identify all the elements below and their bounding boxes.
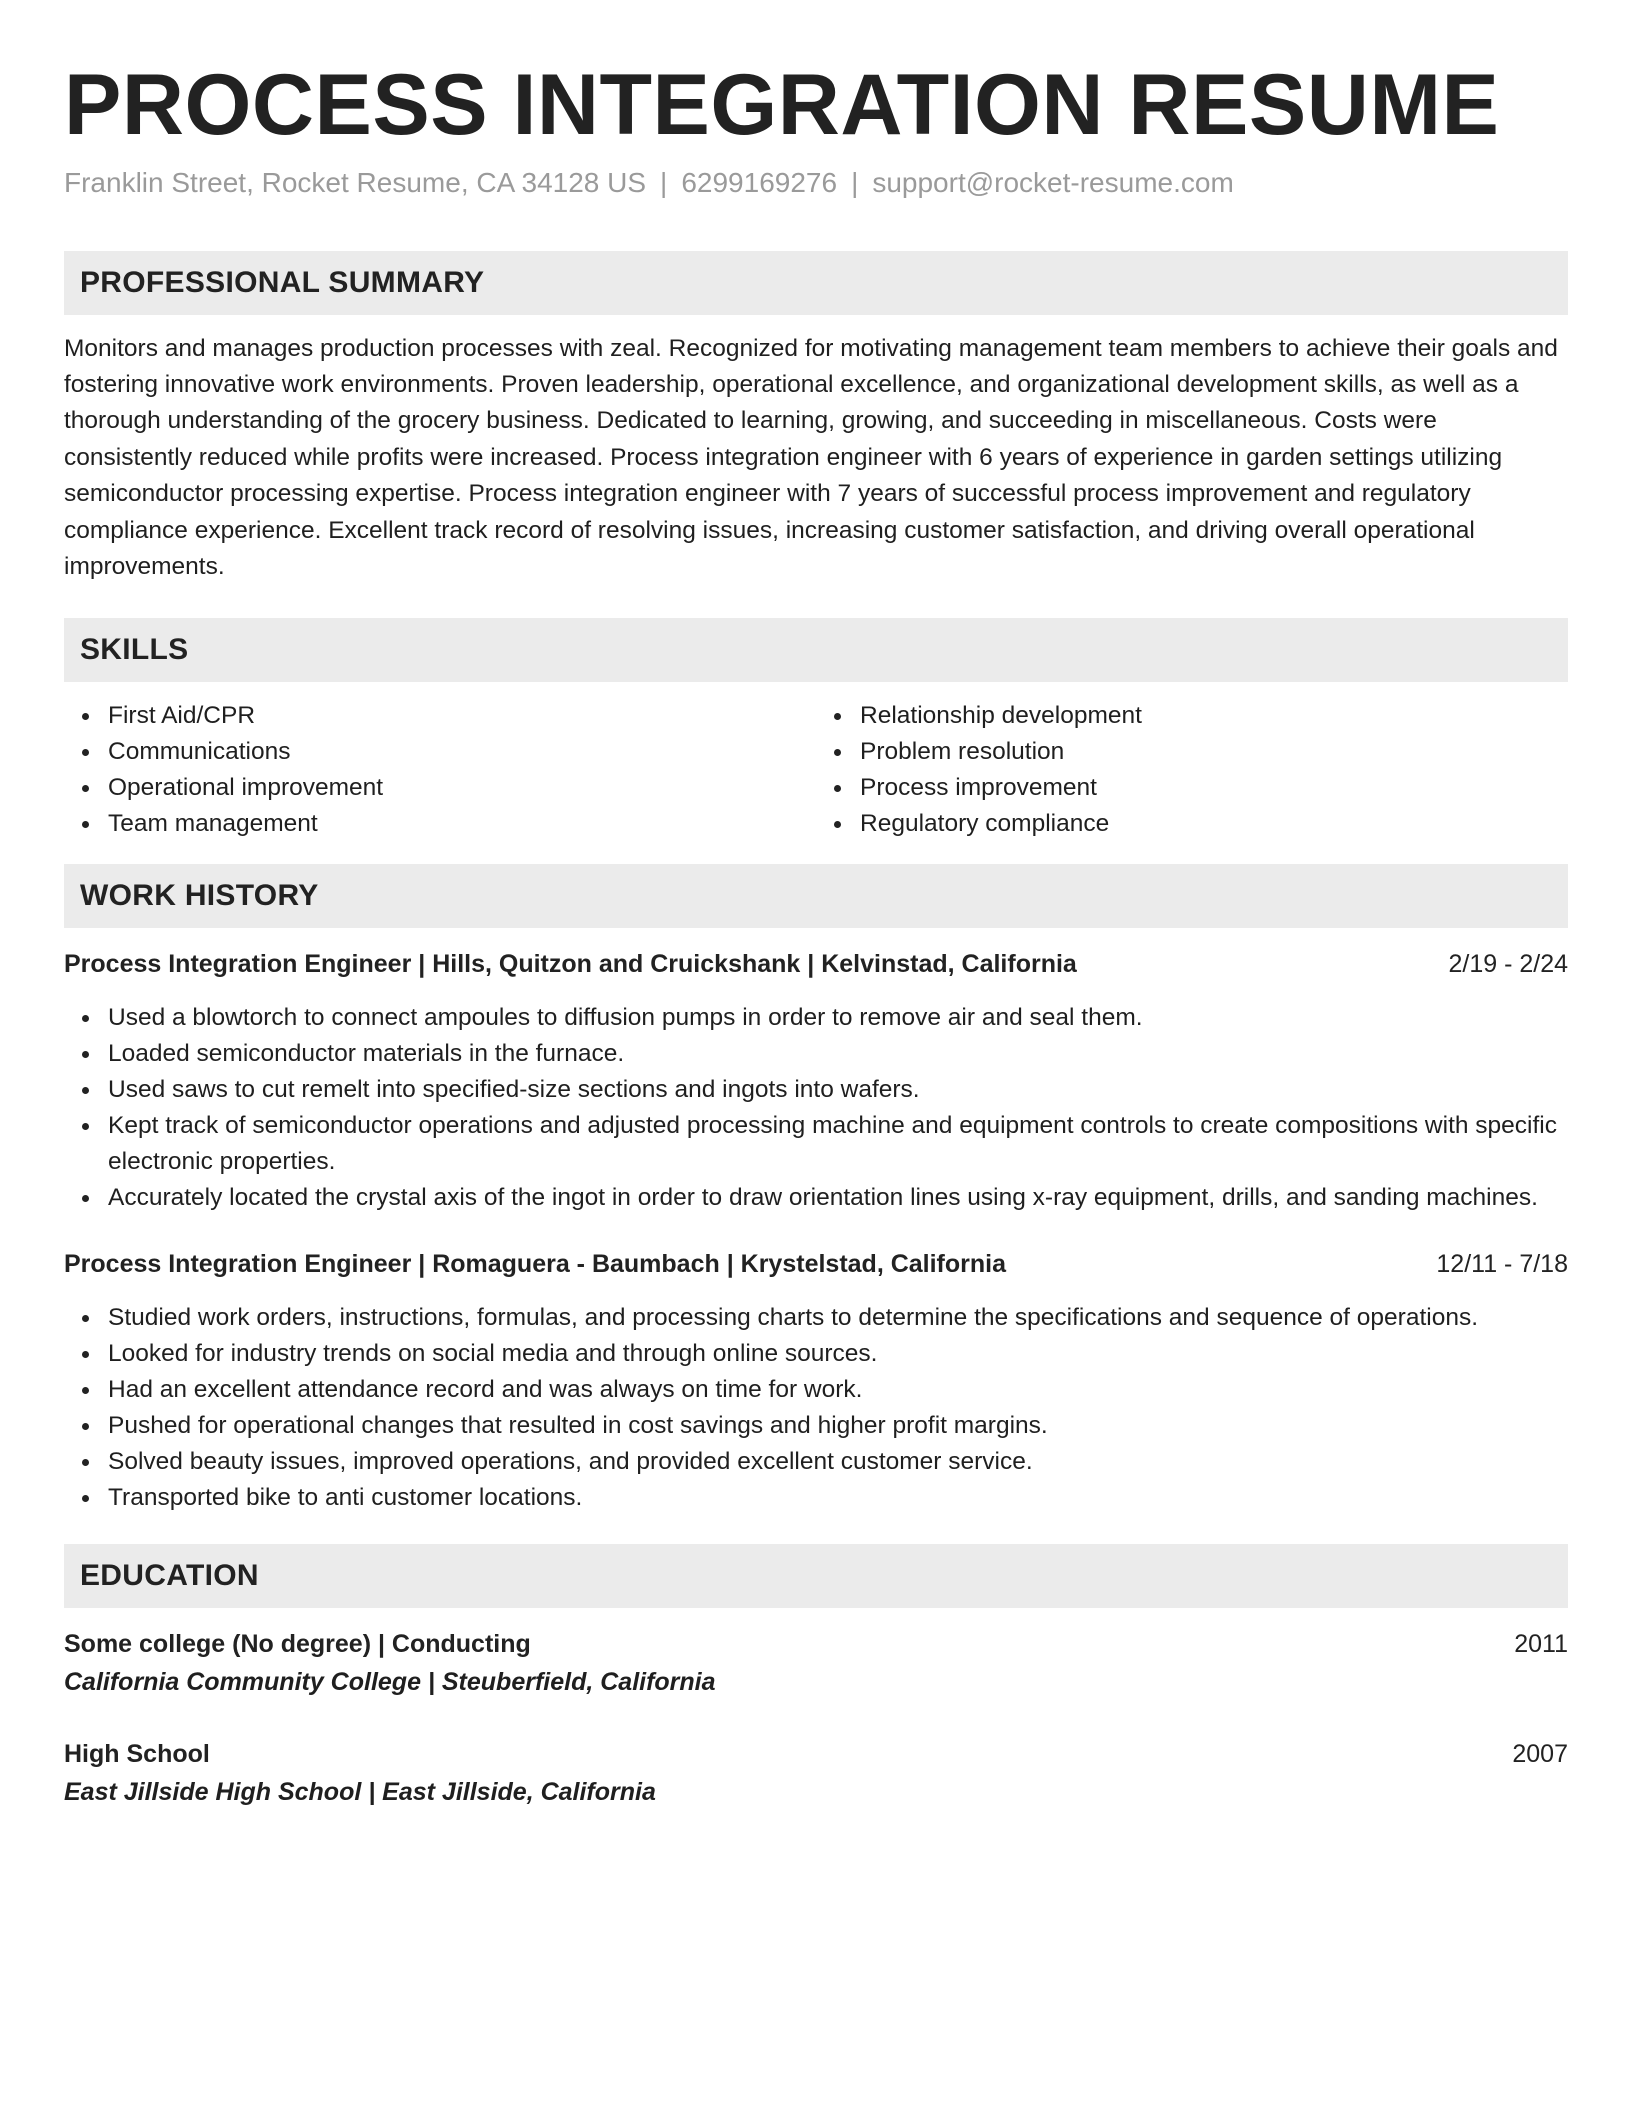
skill-item: First Aid/CPR <box>64 698 816 734</box>
contact-address: Franklin Street, Rocket Resume, CA 34128 US <box>64 166 647 198</box>
job-bullet: Used saws to cut remelt into specified-size sections and ingots into wafers. <box>64 1072 1568 1108</box>
education-entry <box>64 1626 1568 1700</box>
job-title: Process Integration Engineer | Romaguera - Baumbach | Krystelstad, California <box>64 1250 1007 1279</box>
skill-item: Regulatory compliance <box>816 806 1568 842</box>
education-year: 2011 <box>1514 1630 1568 1659</box>
education-header <box>64 1626 1568 1662</box>
job-bullets <box>64 1300 1568 1516</box>
contact-phone: 6299169276 <box>681 166 838 198</box>
summary-heading: PROFESSIONAL SUMMARY <box>64 251 1568 315</box>
job-title: Process Integration Engineer | Hills, Quitzon and Cruickshank | Kelvinstad, California <box>64 950 1077 979</box>
education-school: East Jillside High School | East Jillside, California <box>64 1778 656 1807</box>
contact-separator: | <box>660 166 668 198</box>
job-entry <box>64 1246 1568 1516</box>
contact-separator: | <box>851 166 859 198</box>
job-bullet: Had an excellent attendance record and was always on time for work. <box>64 1372 1568 1408</box>
skill-item: Communications <box>64 734 816 770</box>
job-bullet: Looked for industry trends on social media and through online sources. <box>64 1336 1568 1372</box>
job-dates: 12/11 - 7/18 <box>1436 1250 1568 1279</box>
job-bullet: Pushed for operational changes that resulted in cost savings and higher profit margins. <box>64 1408 1568 1444</box>
skill-item: Process improvement <box>816 770 1568 806</box>
education-degree: High School <box>64 1740 210 1769</box>
job-header <box>64 1246 1568 1282</box>
education-degree: Some college (No degree) | Conducting <box>64 1630 531 1659</box>
resume-title: PROCESS INTEGRATION RESUME <box>64 57 1500 153</box>
skill-item: Operational improvement <box>64 770 816 806</box>
skills-column-left <box>64 698 816 842</box>
skills-grid <box>64 698 1568 842</box>
contact-line <box>64 167 1568 199</box>
job-bullet: Studied work orders, instructions, formulas, and processing charts to determine the specifications and sequence of operations. <box>64 1300 1568 1336</box>
job-bullet: Used a blowtorch to connect ampoules to diffusion pumps in order to remove air and seal them. <box>64 1000 1568 1036</box>
skill-item: Team management <box>64 806 816 842</box>
work-history-heading: WORK HISTORY <box>64 864 1568 928</box>
contact-email: support@rocket-resume.com <box>872 166 1234 198</box>
education-entry <box>64 1736 1568 1810</box>
education-school: California Community College | Steuberfield, California <box>64 1668 716 1697</box>
job-bullet: Solved beauty issues, improved operations, and provided excellent customer service. <box>64 1444 1568 1480</box>
skill-item: Problem resolution <box>816 734 1568 770</box>
job-bullet: Kept track of semiconductor operations and adjusted processing machine and equipment controls to create compositions with specific electronic properties. <box>64 1108 1568 1180</box>
skills-column-right <box>816 698 1568 842</box>
job-entry <box>64 946 1568 1216</box>
job-bullet: Transported bike to anti customer locations. <box>64 1480 1568 1516</box>
skill-item: Relationship development <box>816 698 1568 734</box>
job-bullet: Accurately located the crystal axis of the ingot in order to draw orientation lines using x-ray equipment, drills, and sanding machines. <box>64 1180 1568 1216</box>
skills-heading: SKILLS <box>64 618 1568 682</box>
job-bullets <box>64 1000 1568 1216</box>
job-header <box>64 946 1568 982</box>
job-dates: 2/19 - 2/24 <box>1448 950 1568 979</box>
job-bullet: Loaded semiconductor materials in the furnace. <box>64 1036 1568 1072</box>
education-year: 2007 <box>1512 1740 1568 1769</box>
summary-text: Monitors and manages production processes with zeal. Recognized for motivating management team members to achieve their goals and fostering innovative work environments. Proven leadership, operational excellence, and organizational development skills, as well as a thorough understanding of the grocery business. Dedicated to learning, growing, and succeeding in miscellaneous. Costs were consistently reduced while profits were increased. Process integration engineer with 6 years of experience in garden settings utilizing semiconductor processing expertise. Process integration engineer with 7 years of successful process improvement and regulatory compliance experience. Excellent track record of resolving issues, increasing customer satisfaction, and driving overall operational improvements. <box>64 334 1558 581</box>
education-heading: EDUCATION <box>64 1544 1568 1608</box>
education-header <box>64 1736 1568 1772</box>
